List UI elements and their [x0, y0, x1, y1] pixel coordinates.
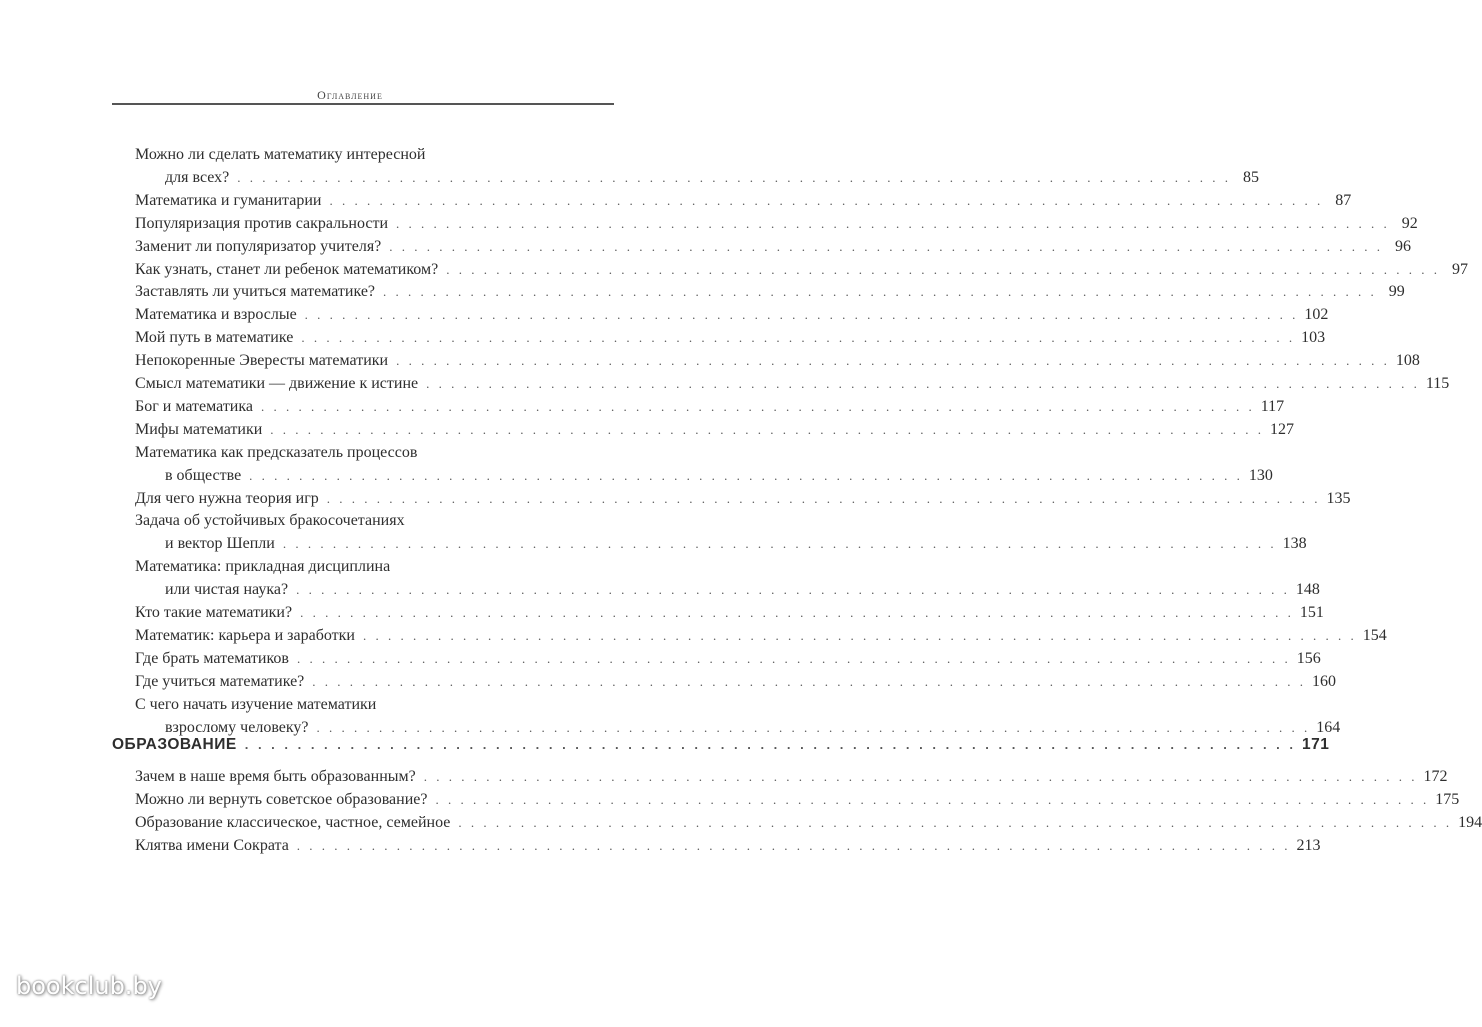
toc-entry-line[interactable] — [135, 602, 1324, 624]
entry-title: Для чего нужна теория игр — [135, 489, 319, 507]
entry-title: Мифы математики — [135, 420, 263, 438]
page-number: 115 — [1425, 375, 1450, 392]
dot-leader: . . . . . . . . . . . . . . . . . . . . . . . . . . . . . . . . . . . . . . . . . . . . . . . . . . . . . . . . . . . . . . . . . . . . . . . . . . . . . . . . — [362, 627, 1357, 643]
entry-title: Образование классическое, частное, семейное — [135, 813, 451, 831]
page-number: 148 — [1295, 581, 1320, 599]
toc-entry-line[interactable] — [135, 835, 1321, 857]
page-number: 172 — [1423, 768, 1448, 785]
dot-leader: . . . . . . . . . . . . . . . . . . . . . . . . . . . . . . . . . . . . . . . . . . . . . . . . . . . . . . . . . . . . . . . . . . . . . . . . . . . . . . . . — [423, 769, 1418, 784]
dot-leader: . . . . . . . . . . . . . . . . . . . . . . . . . . . . . . . . . . . . . . . . . . . . . . . . . . . . . . . . . . . . . . . . . . . . . . . . . . . . . . . . — [396, 215, 1390, 231]
entry-title: Можно ли вернуть советское образование? — [135, 790, 428, 808]
page-number: 164 — [1316, 718, 1341, 736]
dot-leader: . . . . . . . . . . . . . . . . . . . . . . . . . . . . . . . . . . . . . . . . . . . . . . . . . . . . . . . . . . . . . . . . . . . . . . . . . . . . . . . . — [329, 192, 1324, 208]
toc-entry-line[interactable] — [135, 259, 1468, 281]
entry-title: Смысл математики — движение к истине — [135, 375, 419, 392]
toc-entry-line[interactable] — [165, 465, 1273, 487]
dot-leader: . . . . . . . . . . . . . . . . . . . . . . . . . . . . . . . . . . . . . . . . . . . . . . . . . . . . . . . . . . . . . . . . . . . . . . . . . . . . . . . . — [396, 353, 1390, 369]
header-rule — [112, 103, 614, 105]
toc-entry-line[interactable] — [135, 694, 611, 716]
toc-entry-line[interactable] — [135, 281, 1405, 303]
dot-leader: . . . . . . . . . . . . . . . . . . . . . . . . . . . . . . . . . . . . . . . . . . . . . . . . . . . . . . . . . . . . . . . . . . . . . . . . . . . . . . . . — [261, 398, 1255, 414]
page-number: 99 — [1388, 283, 1405, 301]
dot-leader: . . . . . . . . . . . . . . . . . . . . . . . . . . . . . . . . . . . . . . . . . . . . . . . . . . . . . . . . . . . . . . . . . . . . . . . . . . . . . . . . — [426, 376, 1420, 391]
dot-leader: . . . . . . . . . . . . . . . . . . . . . . . . . . . . . . . . . . . . . . . . . . . . . . . . . . . . . . . . . . . . . . . . . . . . . . . . . . . . . . . . — [316, 719, 1311, 735]
page-number: 171 — [1302, 736, 1330, 753]
page-number: 154 — [1362, 626, 1387, 644]
entry-title: и вектор Шепли — [165, 535, 275, 553]
dot-leader: . . . . . . . . . . . . . . . . . . . . . . . . . . . . . . . . . . . . . . . . . . . . . . . . . . . . . . . . . . . . . . . . . . . . . . . . . . . . . . . . — [304, 307, 1299, 323]
page-number: 92 — [1401, 214, 1418, 232]
entry-title: Математика и взрослые — [135, 306, 297, 324]
entry-title: Зачем в наше время быть образованным? — [135, 768, 416, 785]
entry-title: Бог и математика — [135, 397, 253, 415]
dot-leader: . . . . . . . . . . . . . . . . . . . . . . . . . . . . . . . . . . . . . . . . . . . . . . . . . . . . . . . . . . . . . . . . . . . . . . . . . . . . . . . . — [237, 169, 1231, 185]
page-number: 103 — [1301, 329, 1326, 347]
dot-leader: . . . . . . . . . . . . . . . . . . . . . . . . . . . . . . . . . . . . . . . . . . . . . . . . . . . . . . . . . . . . . . . . . . . . . . . . . . . . . . . . — [312, 673, 1307, 689]
page-number: 96 — [1395, 237, 1412, 255]
dot-leader: . . . . . . . . . . . . . . . . . . . . . . . . . . . . . . . . . . . . . . . . . . . . . . . . . . . . . . . . . . . . . . . . . . . . . . . . . . . . . . . . — [446, 261, 1440, 277]
entry-title: в обществе — [165, 466, 242, 484]
entry-title: Как узнать, станет ли ребенок математиком? — [135, 260, 439, 278]
entry-title: Математик: карьера и заработки — [135, 626, 355, 644]
toc-entry-line[interactable] — [135, 144, 611, 166]
toc-entry-line[interactable] — [135, 648, 1321, 670]
section-heading[interactable] — [112, 734, 1330, 756]
entry-title: Заставлять ли учиться математике? — [135, 283, 376, 301]
page-number: 127 — [1270, 420, 1295, 438]
page-number: 130 — [1248, 466, 1273, 484]
entry-title: для всех? — [165, 168, 230, 186]
dot-leader: . . . . . . . . . . . . . . . . . . . . . . . . . . . . . . . . . . . . . . . . . . . . . . . . . . . . . . . . . . . . . . . . . . . . . . . . . . . . . . . . — [244, 737, 1296, 752]
dot-leader: . . . . . . . . . . . . . . . . . . . . . . . . . . . . . . . . . . . . . . . . . . . . . . . . . . . . . . . . . . . . . . . . . . . . . . . . . . . . . . . . — [300, 605, 1294, 620]
page-number: 85 — [1242, 168, 1259, 186]
entry-title: Непокоренные Эвересты математики — [135, 352, 389, 370]
page-number: 117 — [1260, 397, 1285, 415]
toc-entry-line[interactable] — [135, 304, 1329, 326]
toc-entry-line[interactable] — [135, 419, 1295, 441]
dot-leader: . . . . . . . . . . . . . . . . . . . . . . . . . . . . . . . . . . . . . . . . . . . . . . . . . . . . . . . . . . . . . . . . . . . . . . . . . . . . . . . . — [249, 467, 1243, 483]
toc-entry-line[interactable] — [135, 789, 1460, 811]
page-number: 97 — [1451, 260, 1468, 278]
toc-entry-line[interactable] — [135, 766, 1448, 788]
dot-leader: . . . . . . . . . . . . . . . . . . . . . . . . . . . . . . . . . . . . . . . . . . . . . . . . . . . . . . . . . . . . . . . . . . . . . . . . . . . . . . . . — [282, 536, 1277, 552]
running-header: Оглавление — [317, 88, 383, 102]
toc-entry-line[interactable] — [135, 327, 1326, 349]
page-number: 213 — [1296, 836, 1321, 854]
page-number: 108 — [1395, 352, 1420, 370]
toc-entry-line[interactable] — [165, 533, 1307, 555]
watermark-logo: bookclub.by — [16, 972, 162, 1000]
page-number: 151 — [1299, 604, 1324, 621]
entry-title: Математика и гуманитарии — [135, 191, 322, 209]
dot-leader: . . . . . . . . . . . . . . . . . . . . . . . . . . . . . . . . . . . . . . . . . . . . . . . . . . . . . . . . . . . . . . . . . . . . . . . . . . . . . . . . — [270, 421, 1265, 437]
toc-entry-line[interactable] — [135, 236, 1412, 258]
entry-title: Математика как предсказатель процессов — [135, 443, 418, 461]
page-number: 175 — [1435, 790, 1460, 808]
entry-title: Математика: прикладная дисциплина — [135, 558, 391, 576]
toc-entry-line[interactable] — [135, 350, 1420, 372]
dot-leader: . . . . . . . . . . . . . . . . . . . . . . . . . . . . . . . . . . . . . . . . . . . . . . . . . . . . . . . . . . . . . . . . . . . . . . . . . . . . . . . . — [301, 330, 1296, 346]
toc-entry-line[interactable] — [135, 812, 1482, 834]
toc-entry-line[interactable] — [135, 556, 611, 578]
toc-entry-line[interactable] — [135, 213, 1418, 235]
page-number: 87 — [1335, 191, 1352, 209]
entry-title: Кто такие математики? — [135, 604, 293, 621]
toc-entry-line[interactable] — [135, 510, 611, 532]
dot-leader: . . . . . . . . . . . . . . . . . . . . . . . . . . . . . . . . . . . . . . . . . . . . . . . . . . . . . . . . . . . . . . . . . . . . . . . . . . . . . . . . — [389, 238, 1384, 254]
section-title: ОБРАЗОВАНИЕ — [112, 736, 237, 753]
entry-title: взрослому человеку? — [165, 718, 309, 736]
dot-leader: . . . . . . . . . . . . . . . . . . . . . . . . . . . . . . . . . . . . . . . . . . . . . . . . . . . . . . . . . . . . . . . . . . . . . . . . . . . . . . . . — [326, 490, 1321, 506]
entry-title: Где учиться математике? — [135, 672, 305, 690]
entry-title: Где брать математиков — [135, 649, 289, 667]
page-number: 102 — [1304, 306, 1329, 324]
page-number: 135 — [1326, 489, 1351, 507]
entry-title: Клятва имени Сократа — [135, 836, 289, 854]
entry-title: С чего начать изучение математики — [135, 695, 377, 713]
toc-entry-line[interactable] — [135, 373, 1450, 395]
dot-leader: . . . . . . . . . . . . . . . . . . . . . . . . . . . . . . . . . . . . . . . . . . . . . . . . . . . . . . . . . . . . . . . . . . . . . . . . . . . . . . . . — [383, 284, 1377, 300]
toc-entry-line[interactable] — [135, 442, 611, 464]
entry-title: или чистая наука? — [165, 581, 289, 599]
dot-leader: . . . . . . . . . . . . . . . . . . . . . . . . . . . . . . . . . . . . . . . . . . . . . . . . . . . . . . . . . . . . . . . . . . . . . . . . . . . . . . . . — [296, 582, 1290, 598]
toc-entry-line[interactable] — [135, 396, 1285, 418]
page-number: 156 — [1296, 649, 1321, 667]
page-number: 160 — [1312, 672, 1337, 690]
dot-leader: . . . . . . . . . . . . . . . . . . . . . . . . . . . . . . . . . . . . . . . . . . . . . . . . . . . . . . . . . . . . . . . . . . . . . . . . . . . . . . . . — [458, 814, 1453, 830]
toc-entry-line[interactable] — [165, 167, 1259, 189]
dot-leader: . . . . . . . . . . . . . . . . . . . . . . . . . . . . . . . . . . . . . . . . . . . . . . . . . . . . . . . . . . . . . . . . . . . . . . . . . . . . . . . . — [296, 650, 1291, 666]
toc-entry-line[interactable] — [135, 488, 1351, 510]
dot-leader: . . . . . . . . . . . . . . . . . . . . . . . . . . . . . . . . . . . . . . . . . . . . . . . . . . . . . . . . . . . . . . . . . . . . . . . . . . . . . . . . — [435, 791, 1430, 807]
page-number: 138 — [1282, 535, 1307, 553]
toc-entry-line[interactable] — [135, 671, 1337, 693]
entry-title: Можно ли сделать математику интересной — [135, 146, 426, 163]
entry-title: Задача об устойчивых бракосочетаниях — [135, 512, 405, 530]
page-number: 194 — [1458, 813, 1482, 831]
toc-entry-line[interactable] — [165, 579, 1320, 601]
entry-title: Популяризация против сакральности — [135, 214, 388, 232]
entry-title: Мой путь в математике — [135, 329, 294, 347]
dot-leader: . . . . . . . . . . . . . . . . . . . . . . . . . . . . . . . . . . . . . . . . . . . . . . . . . . . . . . . . . . . . . . . . . . . . . . . . . . . . . . . . — [296, 837, 1291, 853]
toc-entry-line[interactable] — [135, 625, 1387, 647]
toc-entry-line[interactable] — [135, 190, 1352, 212]
entry-title: Заменит ли популяризатор учителя? — [135, 237, 382, 255]
